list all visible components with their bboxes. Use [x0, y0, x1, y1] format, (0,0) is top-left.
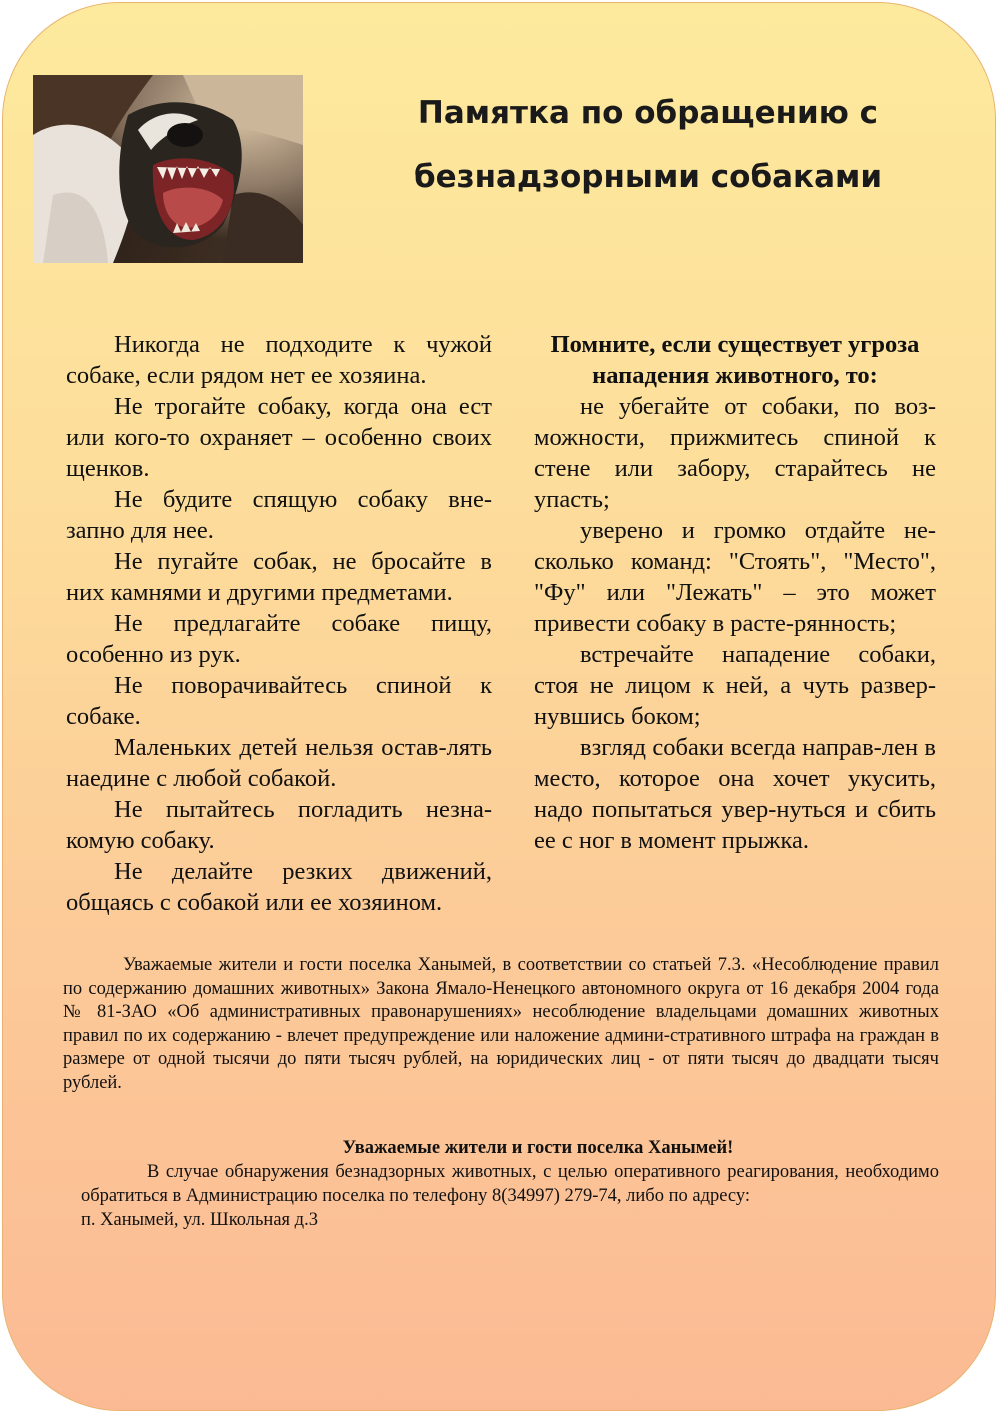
contact-address: п. Ханымей, ул. Школьная д.3: [81, 1210, 318, 1230]
advice-item: уверено и громко отдайте не-сколько команд: "Стоять", "Место", "Фу" или "Лежать" – это может привести собаку в расте-рянность;: [534, 517, 936, 637]
contact-body: В случае обнаружения безнадзорных животных, с целью оперативного реагирования, необходимо обратиться в Администрацию поселка по телефону 8(34997) 279-74, либо по адресу:: [81, 1162, 939, 1206]
snarling-dog-photo: [33, 75, 303, 263]
rule-item: Никогда не подходите к чужой собаке, если рядом нет ее хозяина.: [66, 331, 492, 389]
advice-item: встречайте нападение собаки, стоя не лицом к ней, а чуть развер-нувшись боком;: [534, 641, 936, 730]
rule-item: Не поворачивайтесь спиной к собаке.: [66, 672, 492, 730]
dog-icon: [33, 75, 303, 263]
contact-title: Уважаемые жители и гости поселка Ханымей!: [342, 1138, 734, 1158]
legal-notice: Уважаемые жители и гости поселка Ханымей, в соответствии со статьей 7.3. «Несоблюдение правил по содержанию домашних животных» Закона Ямало-Ненецкого автономного округа от 16 декабря 2004 года № 81-ЗАО «Об административных правонарушениях» несоблюдение владельцами домашних животных правил по их содержанию - влечет предупреждение или наложение админи-стративного штрафа на граждан в размере от одной тысячи до пяти тысяч рублей, на юридических лиц - от пяти тысяч до двадцати тысяч рублей.: [63, 955, 939, 1093]
rules-column: [66, 329, 492, 918]
rule-item: Не трогайте собаку, когда она ест или кого-то охраняет – особенно своих щенков.: [66, 393, 492, 482]
rule-item: Не предлагайте собаке пищу, особенно из рук.: [66, 610, 492, 668]
rule-item: Не делайте резких движений, общаясь с собакой или ее хозяином.: [66, 858, 492, 916]
rule-item: Не будите спящую собаку вне-запно для нее.: [66, 486, 492, 544]
advice-item: взгляд собаки всегда направ-лен в место, которое она хочет укусить, надо попытаться увер-нуться и сбить ее с ног в момент прыжка.: [534, 734, 936, 854]
leaflet-page: [2, 2, 996, 1411]
title-line-2: безнадзорными собаками: [413, 159, 883, 195]
page-title: [303, 81, 993, 209]
title-line-1: Памятка по обращению с: [417, 95, 879, 131]
attack-advice-column: [534, 329, 936, 856]
rule-item: Не пугайте собак, не бросайте в них камнями и другими предметами.: [66, 548, 492, 606]
attack-advice-heading: Помните, если существует угроза нападения животного, то:: [550, 331, 920, 389]
rule-item: Маленьких детей нельзя остав-лять наедине с любой собакой.: [66, 734, 492, 792]
advice-item: не убегайте от собаки, по воз-можности, прижмитесь спиной к стене или забору, старайтесь не упасть;: [534, 393, 936, 513]
rule-item: Не пытайтесь погладить незна-комую собаку.: [66, 796, 492, 854]
